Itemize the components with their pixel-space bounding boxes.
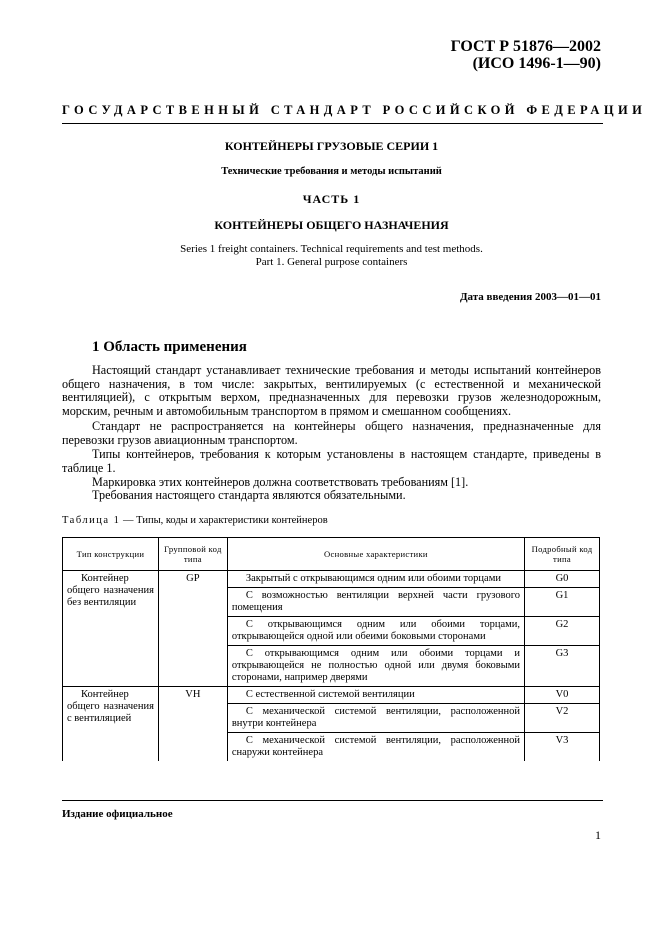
table-row [63,571,600,588]
paragraph-scope: Настоящий стандарт устанавливает технические требования и методы испытаний контейнеров общего назначения, в том числе: закрытых, вентилируемых (с естественной и механической вентиляцией), с открытым верхом, предназначенных для перевозки грузов железнодорожным, морским, речным и автомобильным транспортом в прямом и смешанном сообщениях. [62,363,601,419]
official-edition-label: Издание официальное [62,808,173,820]
table-header-row [63,538,600,571]
paragraph-types: Типы контейнеров, требования к которым установлены в настоящем стандарте, приведены в таблице 1. [62,447,601,475]
state-standard-title: ГОСУДАРСТВЕННЫЙ СТАНДАРТ РОССИЙСКОЙ ФЕДЕРАЦИИ [62,103,647,117]
characteristic-cell: Закрытый с открывающимся одним или обоими торцами [227,571,524,588]
header-characteristics: Основные характеристики [227,538,524,571]
english-title-line2: Part 1. General purpose containers [255,255,408,268]
table-row [63,687,600,704]
detailed-code-cell: G1 [525,588,600,617]
paragraph-mandatory: Требования настоящего стандарта являются обязательными. [92,488,406,502]
header-construction-type: Тип конструкции [63,538,159,571]
characteristic-cell: С открывающимся одним или обоими торцами и открывающейся не полностью одной или двумя боковыми сторонами, например дверями [227,646,524,687]
detailed-code-cell: V2 [525,704,600,733]
characteristic-cell: С механической системой вентиляции, расположенной снаружи контейнера [227,733,524,762]
detailed-code-cell: V3 [525,733,600,762]
header-divider [62,123,603,124]
footer-divider [62,800,603,801]
paragraph-marking: Маркировка этих контейнеров должна соответствовать требованиям [1]. [92,475,469,489]
detailed-code-cell: G3 [525,646,600,687]
header-detailed-code: Подробный код типа [525,538,600,571]
part-title: КОНТЕЙНЕРЫ ОБЩЕГО НАЗНАЧЕНИЯ [214,218,449,232]
part-number: ЧАСТЬ 1 [302,192,361,206]
document-subtitle: Технические требования и методы испытаний [221,166,442,177]
characteristic-cell: С естественной системой вентиляции [227,687,524,704]
english-title [62,243,601,268]
header-group-code: Групповой код типа [158,538,227,571]
table-caption [62,515,328,526]
table-caption-label: Таблица 1 [62,515,121,526]
page-number: 1 [595,828,601,842]
construction-type-cell: Контейнер общего назначения с вентиляцией [63,687,159,762]
detailed-code-cell: G0 [525,571,600,588]
characteristic-cell: С открывающимся одним или обоими торцами, открывающейся одной или обеими боковыми сторонами [227,617,524,646]
section-heading: 1 Область применения [92,339,247,355]
english-title-line1: Series 1 freight containers. Technical requirements and test methods. [180,243,483,255]
group-code-cell: VH [158,687,227,762]
paragraph-exclusion: Стандарт не распространяется на контейнеры общего назначения, предназначенные для перевозки грузов авиационным транспортом. [62,419,601,447]
container-types-table [62,537,600,761]
characteristic-cell: С механической системой вентиляции, расположенной внутри контейнера [227,704,524,733]
characteristic-cell: С возможностью вентиляции верхней части грузового помещения [227,588,524,617]
construction-type-cell: Контейнер общего назначения без вентиляции [63,571,159,687]
introduction-date: Дата введения 2003—01—01 [459,291,601,303]
group-code-cell: GP [158,571,227,687]
detailed-code-cell: V0 [525,687,600,704]
standard-code: ГОСТ Р 51876—2002 [450,38,601,55]
table-caption-text: — Типы, коды и характеристики контейнеров [120,515,328,526]
detailed-code-cell: G2 [525,617,600,646]
iso-code: (ИСО 1496-1—90) [472,55,601,72]
document-title: КОНТЕЙНЕРЫ ГРУЗОВЫЕ СЕРИИ 1 [224,139,439,153]
document-code [451,38,601,72]
